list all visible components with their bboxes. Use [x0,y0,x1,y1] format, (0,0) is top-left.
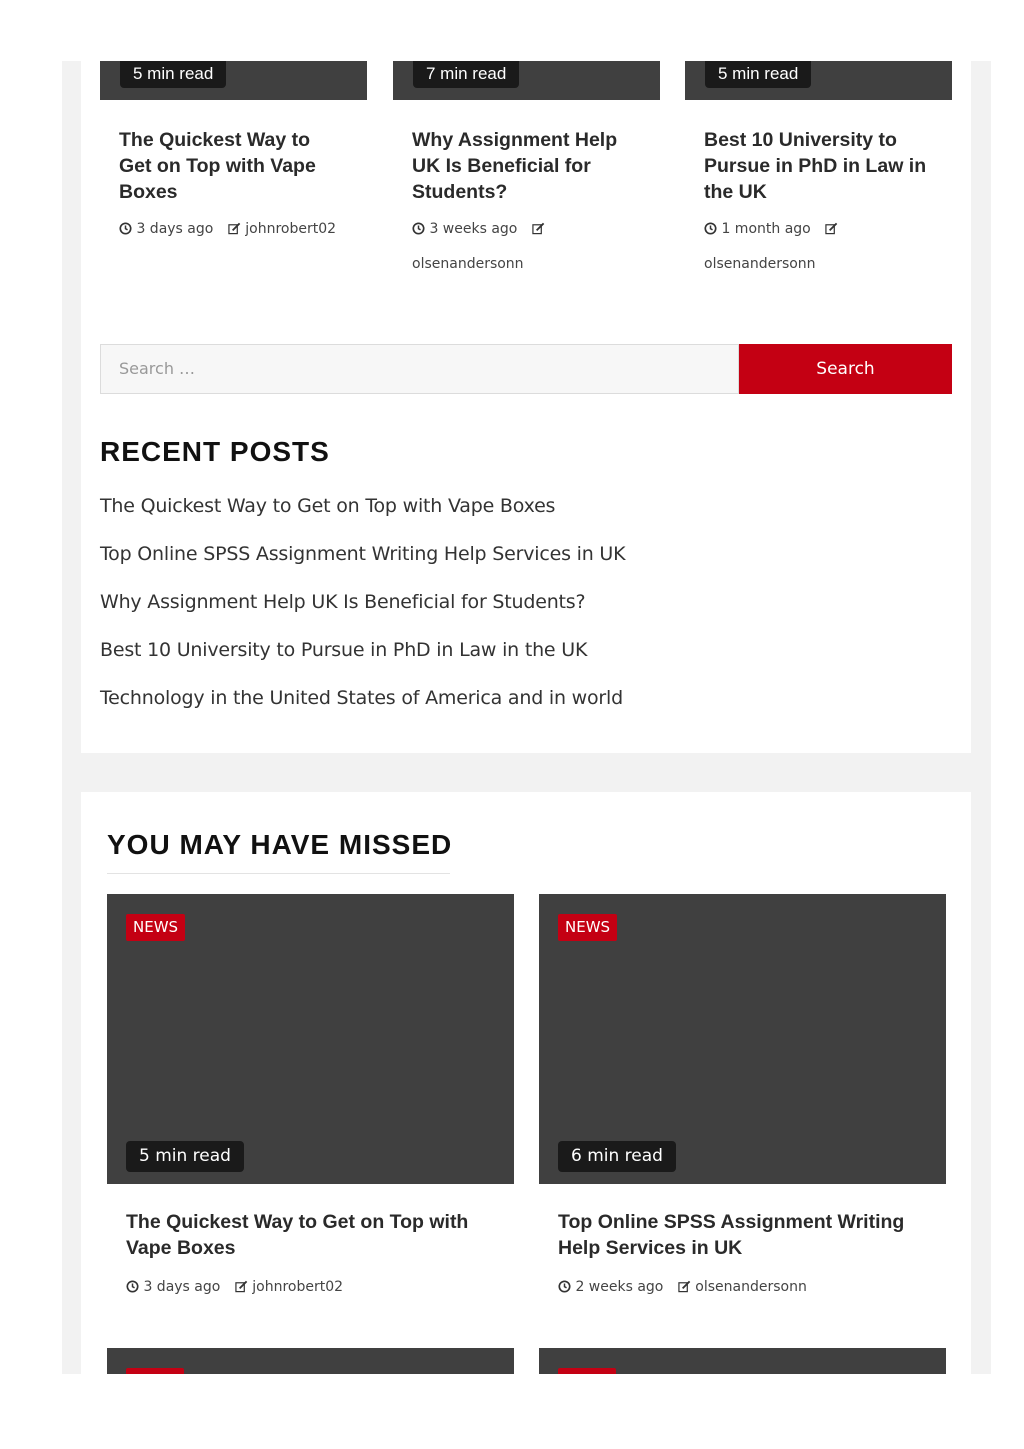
category-badge[interactable]: NEWS [126,914,185,941]
post-title-link[interactable]: The Quickest Way to Get on Top with Vape Boxes [119,129,316,203]
post-meta [412,219,640,274]
post-title-link[interactable]: Top Online SPSS Assignment Writing Help Services in UK [558,1211,905,1259]
recent-post-link[interactable]: Top Online SPSS Assignment Writing Help Services in UK [100,543,626,565]
post-author[interactable]: olsenandersonn [704,256,816,272]
post-thumbnail[interactable] [107,1348,514,1374]
sidebar-card [81,61,971,753]
category-badge[interactable] [558,1368,616,1374]
edit-icon [678,1280,691,1293]
post-thumbnail[interactable] [100,61,367,100]
clock-icon [558,1280,571,1293]
heading-divider [107,873,450,874]
post-title-link[interactable]: Best 10 University to Pursue in PhD in Law in the UK [704,129,927,203]
post-date[interactable]: 2 weeks ago [575,1279,664,1295]
read-time-badge: 5 min read [126,1141,244,1172]
missed-post[interactable] [539,894,946,1297]
related-post[interactable] [393,61,660,274]
missed-heading: YOU MAY HAVE MISSED [107,829,453,860]
post-meta [704,219,932,274]
read-time-badge: 7 min read [413,61,519,88]
post-title-link[interactable]: Why Assignment Help UK Is Beneficial for Students? [412,129,618,203]
recent-posts-list [100,491,625,731]
search-input[interactable]: Search … [100,344,739,394]
related-post[interactable] [685,61,952,274]
read-time-badge: 5 min read [705,61,811,88]
you-may-have-missed-section [81,792,971,1374]
recent-post-link[interactable]: Technology in the United States of America and in world [100,687,623,709]
post-meta [558,1277,926,1297]
recent-post-link[interactable]: Best 10 University to Pursue in PhD in Law in the UK [100,639,588,661]
read-time-badge: 6 min read [558,1141,676,1172]
read-time-badge: 5 min read [120,61,226,88]
recent-post-link[interactable]: The Quickest Way to Get on Top with Vape Boxes [100,495,556,517]
post-title-link[interactable]: The Quickest Way to Get on Top with Vape Boxes [126,1211,469,1259]
post-thumbnail[interactable] [393,61,660,100]
post-author[interactable]: johnrobert02 [245,221,337,237]
missed-post[interactable] [107,894,514,1297]
post-date[interactable]: 3 weeks ago [429,221,518,237]
page-background [62,61,991,1374]
category-badge[interactable] [126,1368,184,1374]
post-author[interactable]: olsenandersonn [412,256,524,272]
clock-icon [412,222,425,235]
recent-posts-heading: RECENT POSTS [100,436,330,467]
post-thumbnail[interactable] [539,894,946,1184]
category-badge[interactable]: NEWS [558,914,617,941]
post-date[interactable]: 3 days ago [143,1279,221,1295]
post-meta [126,1277,494,1297]
edit-icon [228,222,241,235]
related-post[interactable] [100,61,367,239]
post-date[interactable]: 3 days ago [136,221,214,237]
search-button[interactable]: Search [739,344,952,394]
clock-icon [126,1280,139,1293]
post-meta [119,219,347,239]
post-date[interactable]: 1 month ago [721,221,811,237]
edit-icon [235,1280,248,1293]
edit-icon [532,222,545,235]
edit-icon [825,222,838,235]
post-author[interactable]: olsenandersonn [695,1279,807,1295]
post-thumbnail[interactable] [107,894,514,1184]
post-author[interactable]: johnrobert02 [252,1279,344,1295]
post-thumbnail[interactable] [685,61,952,100]
post-thumbnail[interactable] [539,1348,946,1374]
clock-icon [704,222,717,235]
clock-icon [119,222,132,235]
search-form [100,344,952,394]
recent-post-link[interactable]: Why Assignment Help UK Is Beneficial for Students? [100,591,586,613]
